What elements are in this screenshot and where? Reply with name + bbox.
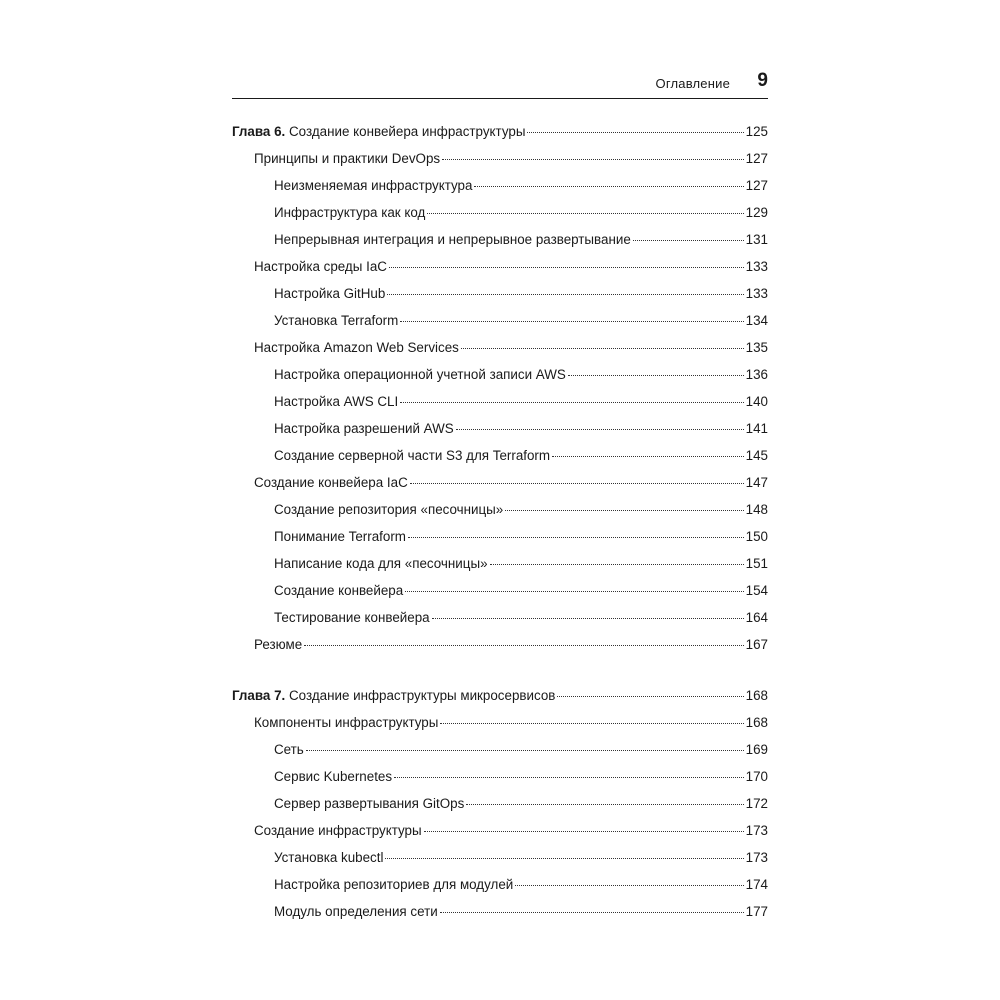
toc-entry-page: 148 xyxy=(745,502,768,517)
toc-entry-title: Настройка репозиториев для модулей xyxy=(274,877,514,892)
toc-entry-page: 145 xyxy=(745,448,768,463)
toc-entry-title: Инфраструктура как код xyxy=(274,205,426,220)
dot-leader xyxy=(474,186,743,187)
toc-entry-title: Резюме xyxy=(254,637,303,652)
toc-entry-title: Понимание Terraform xyxy=(274,529,406,544)
toc-entry-page: 127 xyxy=(745,178,768,193)
dot-leader xyxy=(306,750,744,751)
dot-leader xyxy=(440,723,743,724)
toc-entry[interactable] xyxy=(232,286,768,313)
dot-leader xyxy=(424,831,744,832)
toc-entry-title: Написание кода для «песочницы» xyxy=(274,556,488,571)
toc-chapter-6[interactable] xyxy=(232,124,768,151)
toc-entry-title: Модуль определения сети xyxy=(274,904,438,919)
dot-leader xyxy=(456,429,744,430)
toc-entry[interactable] xyxy=(232,232,768,259)
dot-leader xyxy=(408,537,744,538)
dot-leader xyxy=(410,483,744,484)
toc-entry-title: Компоненты инфраструктуры xyxy=(254,715,439,730)
toc-entry-page: 133 xyxy=(745,259,768,274)
toc-entry-title: Установка kubectl xyxy=(274,850,384,865)
table-of-contents xyxy=(232,124,768,931)
toc-entry-title: Непрерывная интеграция и непрерывное развертывание xyxy=(274,232,631,247)
toc-entry-title: Создание репозитория «песочницы» xyxy=(274,502,504,517)
toc-entry-page: 173 xyxy=(745,850,768,865)
chapter-label: Глава 7. xyxy=(232,688,286,703)
dot-leader xyxy=(400,321,743,322)
dot-leader xyxy=(385,858,743,859)
dot-leader xyxy=(304,645,743,646)
toc-entry-title xyxy=(232,688,555,703)
toc-entry-page: 129 xyxy=(745,205,768,220)
toc-entry[interactable] xyxy=(232,367,768,394)
dot-leader xyxy=(427,213,743,214)
toc-entry-title: Неизменяемая инфраструктура xyxy=(274,178,473,193)
toc-entry[interactable] xyxy=(232,475,768,502)
chapter-spacer xyxy=(232,664,768,688)
dot-leader xyxy=(432,618,744,619)
page-number: 9 xyxy=(757,70,768,91)
toc-entry[interactable] xyxy=(232,259,768,286)
toc-entry-page: 140 xyxy=(745,394,768,409)
toc-entry-page: 167 xyxy=(745,637,768,652)
dot-leader xyxy=(568,375,744,376)
toc-entry[interactable] xyxy=(232,610,768,637)
running-head-section: Оглавление xyxy=(655,76,730,91)
toc-entry-page: 134 xyxy=(745,313,768,328)
toc-entry-page: 147 xyxy=(745,475,768,490)
toc-entry[interactable] xyxy=(232,877,768,904)
toc-entry-page: 174 xyxy=(745,877,768,892)
toc-entry-title: Создание конвейера IaC xyxy=(254,475,408,490)
toc-entry-title: Настройка GitHub xyxy=(274,286,386,301)
toc-entry-page: 125 xyxy=(745,124,768,139)
toc-entry[interactable] xyxy=(232,340,768,367)
toc-entry-title: Сеть xyxy=(274,742,304,757)
toc-entry-title: Создание серверной части S3 для Terraform xyxy=(274,448,551,463)
dot-leader xyxy=(633,240,744,241)
toc-entry[interactable] xyxy=(232,448,768,475)
dot-leader xyxy=(400,402,743,403)
dot-leader xyxy=(557,696,743,697)
toc-entry-page: 131 xyxy=(745,232,768,247)
toc-entry[interactable] xyxy=(232,742,768,769)
dot-leader xyxy=(440,912,744,913)
dot-leader xyxy=(461,348,744,349)
toc-entry[interactable] xyxy=(232,394,768,421)
toc-entry[interactable] xyxy=(232,502,768,529)
chapter-title: Создание инфраструктуры микросервисов xyxy=(289,688,556,703)
toc-entry-page: 127 xyxy=(745,151,768,166)
toc-entry[interactable] xyxy=(232,205,768,232)
toc-entry-page: 150 xyxy=(745,529,768,544)
toc-entry-page: 168 xyxy=(745,715,768,730)
toc-entry[interactable] xyxy=(232,151,768,178)
dot-leader xyxy=(387,294,743,295)
toc-entry[interactable] xyxy=(232,823,768,850)
chapter-label: Глава 6. xyxy=(232,124,286,139)
toc-entry-title xyxy=(232,124,525,139)
toc-entry-title: Настройка операционной учетной записи AWS xyxy=(274,367,566,382)
dot-leader xyxy=(389,267,744,268)
toc-entry[interactable] xyxy=(232,583,768,610)
dot-leader xyxy=(527,132,743,133)
toc-entry-page: 135 xyxy=(745,340,768,355)
toc-entry[interactable] xyxy=(232,556,768,583)
toc-entry[interactable] xyxy=(232,904,768,931)
toc-entry-title: Настройка среды IaC xyxy=(254,259,387,274)
dot-leader xyxy=(490,564,744,565)
dot-leader xyxy=(552,456,744,457)
dot-leader xyxy=(466,804,743,805)
toc-entry[interactable] xyxy=(232,178,768,205)
toc-entry[interactable] xyxy=(232,529,768,556)
toc-entry-page: 170 xyxy=(745,769,768,784)
toc-entry-title: Принципы и практики DevOps xyxy=(254,151,441,166)
dot-leader xyxy=(442,159,744,160)
toc-entry[interactable] xyxy=(232,769,768,796)
toc-entry[interactable] xyxy=(232,796,768,823)
toc-entry-title: Создание инфраструктуры xyxy=(254,823,422,838)
toc-entry-page: 168 xyxy=(745,688,768,703)
toc-entry-title: Настройка разрешений AWS xyxy=(274,421,454,436)
toc-entry-page: 177 xyxy=(745,904,768,919)
toc-entry-title: Сервис Kubernetes xyxy=(274,769,393,784)
toc-entry-page: 164 xyxy=(745,610,768,625)
running-head xyxy=(232,70,768,99)
toc-entry-title: Сервер развертывания GitOps xyxy=(274,796,465,811)
toc-entry-title: Установка Terraform xyxy=(274,313,399,328)
toc-entry[interactable] xyxy=(232,313,768,340)
toc-entry-page: 151 xyxy=(745,556,768,571)
toc-entry-page: 173 xyxy=(745,823,768,838)
chapter-title: Создание конвейера инфраструктуры xyxy=(289,124,526,139)
toc-entry-page: 136 xyxy=(745,367,768,382)
toc-entry[interactable] xyxy=(232,637,768,664)
toc-entry-page: 169 xyxy=(745,742,768,757)
dot-leader xyxy=(505,510,743,511)
toc-entry-page: 133 xyxy=(745,286,768,301)
toc-entry-page: 141 xyxy=(745,421,768,436)
toc-entry-page: 172 xyxy=(745,796,768,811)
toc-entry-title: Настройка Amazon Web Services xyxy=(254,340,459,355)
toc-entry[interactable] xyxy=(232,850,768,877)
toc-entry[interactable] xyxy=(232,715,768,742)
dot-leader xyxy=(394,777,744,778)
toc-entry-title: Создание конвейера xyxy=(274,583,404,598)
toc-chapter-7[interactable] xyxy=(232,688,768,715)
toc-entry-title: Тестирование конвейера xyxy=(274,610,430,625)
dot-leader xyxy=(405,591,743,592)
toc-entry-page: 154 xyxy=(745,583,768,598)
toc-entry-title: Настройка AWS CLI xyxy=(274,394,399,409)
toc-entry[interactable] xyxy=(232,421,768,448)
dot-leader xyxy=(515,885,743,886)
